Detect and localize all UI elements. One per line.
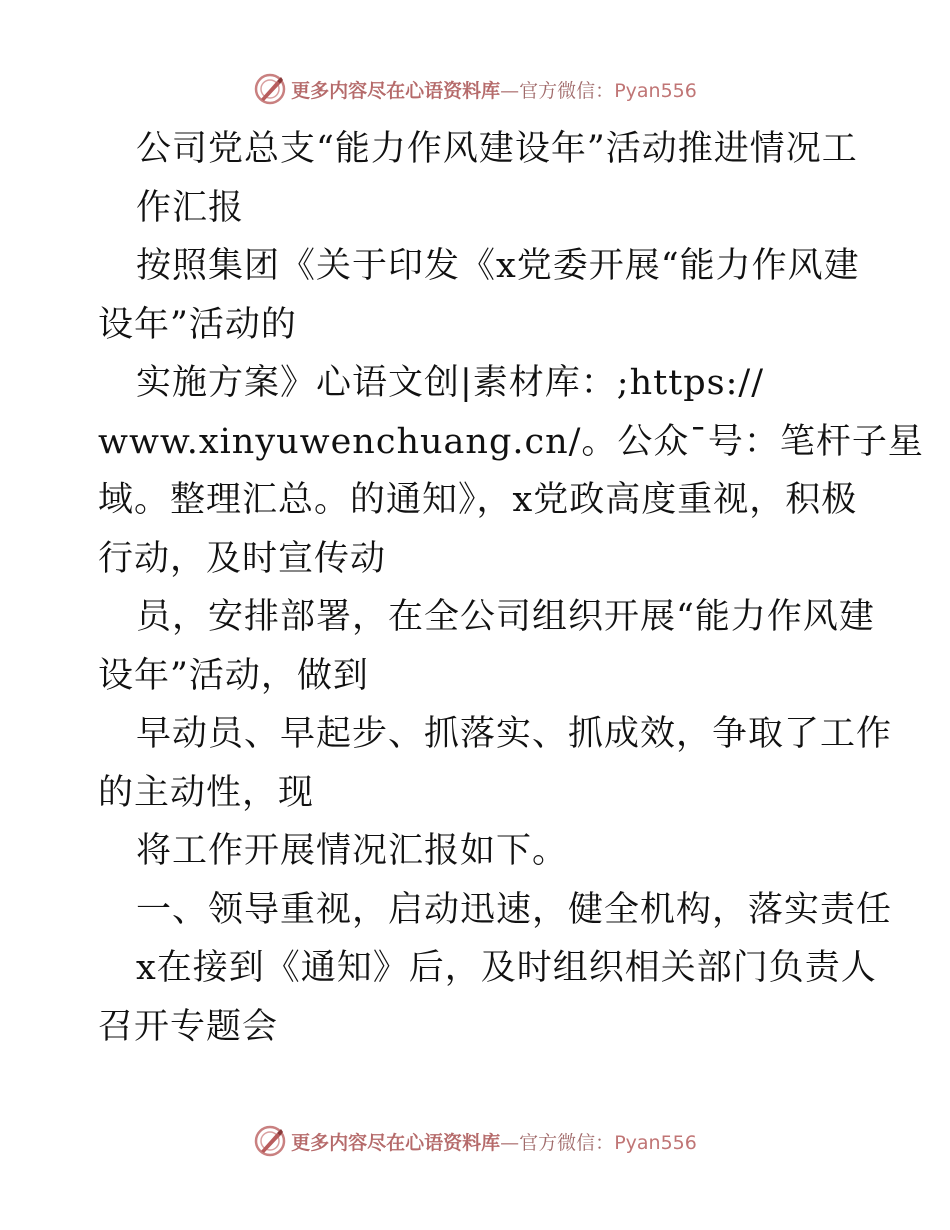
watermark-brand: 更多内容尽在心语资料库 bbox=[291, 1131, 501, 1154]
watermark-text bbox=[291, 76, 697, 103]
text-line: 召开专题会 bbox=[98, 1006, 279, 1047]
text-line: 设年”活动的 bbox=[98, 304, 297, 345]
watermark-separator: — bbox=[500, 79, 520, 102]
watermark-wechat-id: Pyan556 bbox=[614, 79, 697, 102]
text-line: 按照集团《关于印发《x党委开展“能力作风建 bbox=[136, 246, 860, 286]
text-line: 将工作开展情况汇报如下。 bbox=[136, 831, 569, 871]
watermark-brand: 更多内容尽在心语资料库 bbox=[291, 79, 501, 102]
text-line: 域。整理汇总。的通知》，x党政高度重视，积极 bbox=[98, 480, 858, 520]
text-line: 一、领导重视，启动迅速，健全机构，落实责任 bbox=[136, 889, 893, 930]
watermark-separator: — bbox=[500, 1131, 520, 1154]
pen-logo-icon bbox=[253, 1124, 287, 1158]
text-line: www.xinyuwenchuang.cn/。公众¯号：笔杆子星 bbox=[98, 421, 924, 462]
text-line: 早动员、早起步、抓落实、抓成效，争取了工作 bbox=[136, 714, 893, 754]
text-line: 员，安排部署，在全公司组织开展“能力作风建 bbox=[136, 597, 875, 637]
watermark-wechat-id: Pyan556 bbox=[614, 1131, 697, 1154]
footer-watermark bbox=[0, 1124, 950, 1158]
watermark-text bbox=[291, 1128, 697, 1155]
document-body bbox=[98, 120, 924, 1056]
text-line: 公司党总支“能力作风建设年”活动推进情况工 bbox=[136, 129, 858, 169]
text-line: x在接到《通知》后，及时组织相关部门负责人 bbox=[136, 948, 877, 988]
text-line: 的主动性，现 bbox=[98, 772, 315, 813]
text-line: 行动，及时宣传动 bbox=[98, 538, 387, 579]
header-watermark bbox=[0, 72, 950, 106]
text-line: 设年”活动，做到 bbox=[98, 655, 369, 696]
pen-logo-icon bbox=[253, 72, 287, 106]
watermark-official-label: 官方微信： bbox=[519, 79, 615, 102]
text-line: 作汇报 bbox=[136, 187, 245, 228]
watermark-official-label: 官方微信： bbox=[519, 1131, 615, 1154]
text-line: 实施方案》心语文创|素材库：;https:// bbox=[136, 363, 764, 403]
